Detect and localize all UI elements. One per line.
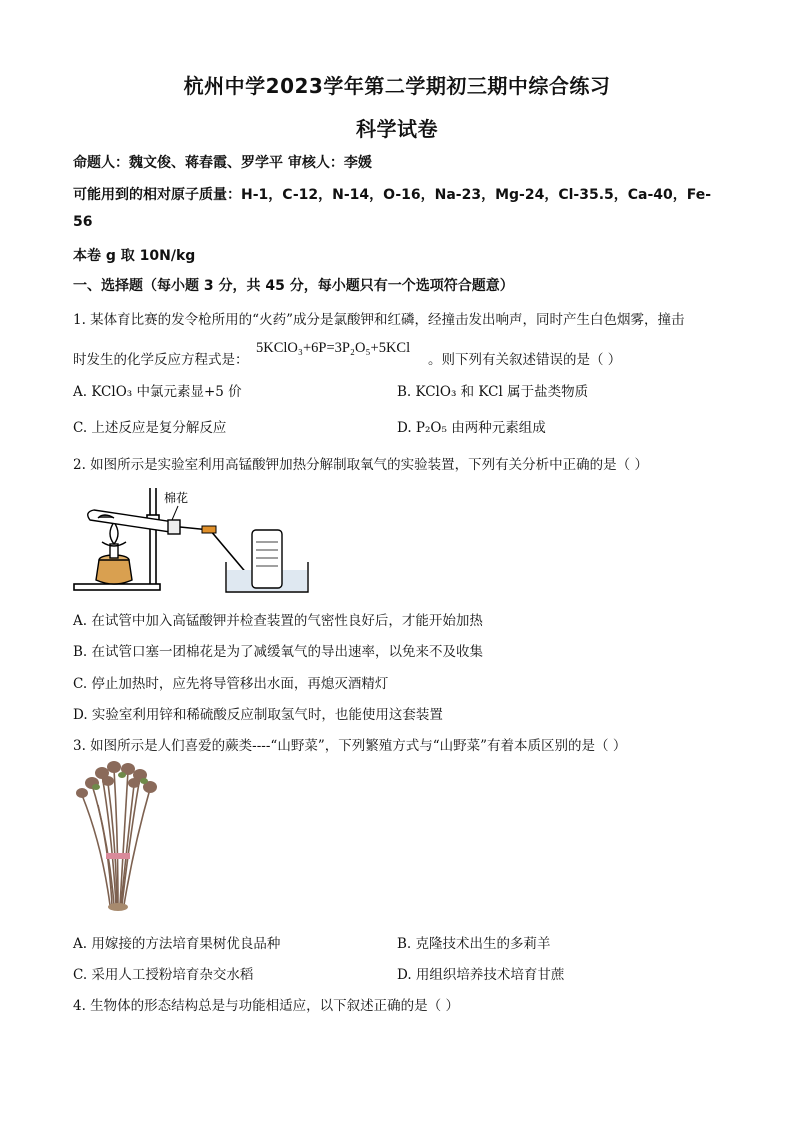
- authors-line: 命题人：魏文俊、蒋春霞、罗学平 审核人：李媛: [73, 155, 372, 171]
- test-tube: [88, 510, 180, 534]
- q4-stem: 4. 生物体的形态结构总是与功能相适应，以下叙述正确的是（ ）: [73, 998, 459, 1014]
- q1-option-d: D. P₂O₅ 由两种元素组成: [397, 420, 546, 436]
- water-trough: [226, 530, 308, 592]
- fern-bundle-image: [72, 755, 162, 915]
- q3-option-c: C. 采用人工授粉培育杂交水稻: [73, 967, 254, 983]
- q2-option-c: C. 停止加热时，应先将导管移出水面，再熄灭酒精灯: [73, 676, 389, 692]
- q1-stem-cont: 时发生的化学反应方程式是：: [73, 352, 249, 368]
- atomic-mass-line: 可能用到的相对原子质量：H-1，C-12，N-14，O-16，Na-23，Mg-24，Cl-35.5，Ca-40，Fe-: [73, 187, 712, 203]
- q3-option-a: A. 用嫁接的方法培育果树优良品种: [73, 936, 281, 952]
- q3-option-b: B. 克隆技术出生的多莉羊: [397, 936, 551, 952]
- q1-stem-end: 。则下列有关叙述错误的是（ ）: [428, 352, 622, 368]
- exam-subtitle: 科学试卷: [356, 117, 438, 141]
- cotton-label: 棉花: [164, 491, 189, 505]
- gravity-note: 本卷 g 取 10N/kg: [73, 248, 196, 264]
- atomic-mass-line-cont: 56: [73, 214, 93, 230]
- exam-title: 杭州中学2023学年第二学期初三期中综合练习: [183, 74, 611, 98]
- q1-option-b: B. KClO₃ 和 KCl 属于盐类物质: [397, 384, 589, 400]
- q2-option-a: A. 在试管中加入高锰酸钾并检查装置的气密性良好后，才能开始加热: [73, 613, 483, 629]
- q2-option-d: D. 实验室利用锌和稀硫酸反应制取氢气时，也能使用这套装置: [73, 707, 443, 723]
- alcohol-lamp: [96, 522, 132, 584]
- section-heading: 一、选择题（每小题 3 分，共 45 分，每小题只有一个选项符合题意）: [73, 278, 514, 294]
- q1-option-c: C. 上述反应是复分解反应: [73, 420, 227, 436]
- oxygen-apparatus-figure: [70, 480, 310, 595]
- q3-stem: 3. 如图所示是人们喜爱的蕨类----“山野菜”，下列繁殖方式与“山野菜”有着本质区别的是（ ）: [73, 738, 627, 754]
- q2-stem: 2. 如图所示是实验室利用高锰酸钾加热分解制取氧气的实验装置，下列有关分析中正确的是（ ）: [73, 457, 648, 473]
- q3-option-d: D. 用组织培养技术培育甘蔗: [397, 967, 565, 983]
- q1-equation: 5KClO₃+6P=3P₂O₅+5KCl: [256, 340, 411, 356]
- q2-option-b: B. 在试管口塞一团棉花是为了减缓氧气的导出速率，以免来不及收集: [73, 644, 484, 660]
- q1-option-a: A. KClO₃ 中氯元素显+5 价: [73, 384, 242, 400]
- q1-stem: 1. 某体育比赛的发令枪所用的“火药”成分是氯酸钾和红磷，经撞击发出响声，同时产生白色烟雾，撞击: [73, 312, 685, 328]
